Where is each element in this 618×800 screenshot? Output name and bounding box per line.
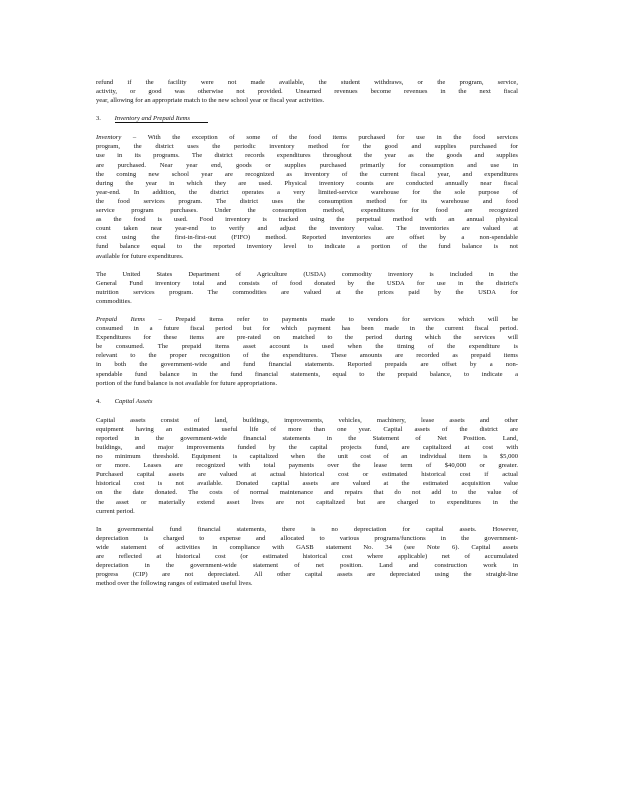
text-line — [96, 315, 518, 324]
text-line: are reflected at historical cost (or estimated historical cost where applicable) net of accumulated — [96, 553, 518, 561]
text-line: on the date donated. The costs of normal maintenance and repairs that do not add to the value of — [96, 489, 518, 497]
text-line: the asset or materially extend asset lives are not capitalized but are charged to expenditures in the — [96, 498, 518, 506]
text-line: the coming new school year are recognized as inventory of the current fiscal year, and expenditures — [96, 170, 518, 178]
prepaid-paragraph — [96, 315, 518, 388]
text-line: method over the following ranges of estimated useful lives. — [96, 580, 253, 588]
text-line: General Fund inventory total and consists of food donated by the USDA for use in the district's — [96, 279, 518, 287]
text-line: nutrition services program. The commodities are valued at the prices paid by the USDA for — [96, 288, 518, 296]
section-title: Capital Assets — [114, 397, 153, 405]
section-heading-capital-assets — [96, 397, 518, 406]
text-line: depreciation is charged to expense and allocated to various programs/functions in the government- — [96, 534, 518, 542]
capital-assets-paragraph — [96, 416, 518, 516]
text-line — [96, 133, 518, 142]
page-body — [96, 78, 518, 597]
section-title: Inventory and Prepaid Items — [115, 115, 208, 123]
text-line: current period. — [96, 507, 135, 515]
text-line: equipment having an estimated useful life of more than one year. Capital assets of the district are — [96, 425, 518, 433]
text-line: historical cost is not available. Donated capital assets are valued at the estimated acquisition value — [96, 480, 518, 488]
section-heading-inventory — [96, 114, 518, 123]
section-number: 3. — [96, 115, 101, 123]
text-line: as the food is used. Food inventory is tracked using the perpetual method with an annual physical — [96, 216, 518, 224]
text-line: count taken near year-end to verify and adjust the inventory value. The inventories are valued at — [96, 225, 518, 233]
text-line: portion of the fund balance is not available for future appropriations. — [96, 379, 278, 387]
text-line: year, allowing for an appropriate match to the new school year or fiscal year activities. — [96, 97, 325, 105]
text-line: consumed in a future fiscal period but for which payment has been made in the current fiscal period. — [96, 325, 518, 333]
text-line: depreciation in the government-wide statement of net position. Land and construction work in — [96, 562, 518, 570]
text-line: use in its programs. The district records expenditures throughout the year as the goods and supplies — [96, 152, 518, 160]
text-line: available for future expenditures. — [96, 252, 184, 260]
text-line: in both the government-wide and fund financial statements. Reported prepaids are offset by a non- — [96, 361, 518, 369]
intro-paragraph — [96, 78, 518, 105]
text-line: In governmental fund financial statements, there is no depreciation for capital assets. However, — [96, 525, 518, 533]
paragraph-lead: Prepaid Items — [96, 315, 145, 323]
text-line: wide statement of activities in compliance with GASB statement No. 34 (see Note 6). Capital assets — [96, 543, 518, 551]
text-line: buildings, and major improvements funded by the capital projects fund, are capitalized at cost with — [96, 444, 518, 451]
usda-paragraph — [96, 270, 518, 306]
text-line: Expenditures for these items are pre-rated on matched to the period during which the services will — [96, 334, 518, 342]
inventory-paragraph — [96, 133, 518, 260]
text-line: commodities. — [96, 297, 132, 305]
text-line: or more. Leases are recognized with total payments over the lease term of $40,000 or greater. — [96, 462, 518, 470]
text-line: be consumed. The prepaid items asset account is used when the timing of the expenditure is — [96, 343, 518, 351]
text-line: Purchased capital assets are valued at actual historical cost or estimated historical cost if actual — [96, 471, 518, 479]
text-line: no minimum threshold. Equipment is capitalized when the unit cost of an individual item is $5,000 — [96, 453, 518, 461]
depreciation-paragraph — [96, 525, 518, 589]
text-line: are purchased. Near year end, goods or supplies purchased primarily for consumption and use in — [96, 161, 518, 169]
text-line: service program purchases. Under the consumption method, expenditures for food are recognized — [96, 207, 518, 215]
text-line: cost using the first-in-first-out (FIFO) method. Reported inventories are offset by a non-spendable — [96, 234, 518, 242]
text-line: spendable fund balance in the fund financial statements, equal to the prepaid balance, to indicate a — [96, 370, 518, 378]
text-line: year-end. In addition, the district operates a very limited-service warehouse for the sole purpose of — [96, 188, 518, 196]
text-line: The United States Department of Agriculture (USDA) commodity inventory is included in the — [96, 270, 518, 278]
text-span: – With the exception of some of the food items purchased for use in the food services — [121, 134, 518, 142]
paragraph-lead: Inventory — [96, 134, 122, 142]
text-line: fund balance equal to the reported inventory level to indicate a portion of the fund balance is not — [96, 243, 518, 251]
text-line: progress (CIP) are not depreciated. All other capital assets are depreciated using the straight-line — [96, 571, 518, 579]
text-line: program, the district uses the periodic inventory method for the good and supplies purchased for — [96, 143, 518, 151]
section-number: 4. — [96, 397, 101, 405]
text-line: reported in the government-wide financial statements in the Statement of Net Position. Land, — [96, 434, 518, 442]
text-line: activity, or good was otherwise not provided. Unearned revenues become revenues in the next fiscal — [96, 88, 518, 96]
text-line: during the year in which they are used. Physical inventory counts are conducted annually near fiscal — [96, 179, 518, 187]
text-line: refund if the facility were not made available, the student withdraws, or the program, service, — [96, 79, 518, 86]
text-span: – Prepaid items refer to payments made to vendors for services which will be — [144, 315, 518, 323]
text-line: relevant to the proper recognition of the expenditures. These amounts are recorded as prepaid items — [96, 352, 518, 360]
text-line: the food services program. The district uses the consumption method for its warehouse and food — [96, 197, 518, 205]
text-line: Capital assets consist of land, buildings, improvements, vehicles, machinery, lease assets and other — [96, 416, 518, 424]
